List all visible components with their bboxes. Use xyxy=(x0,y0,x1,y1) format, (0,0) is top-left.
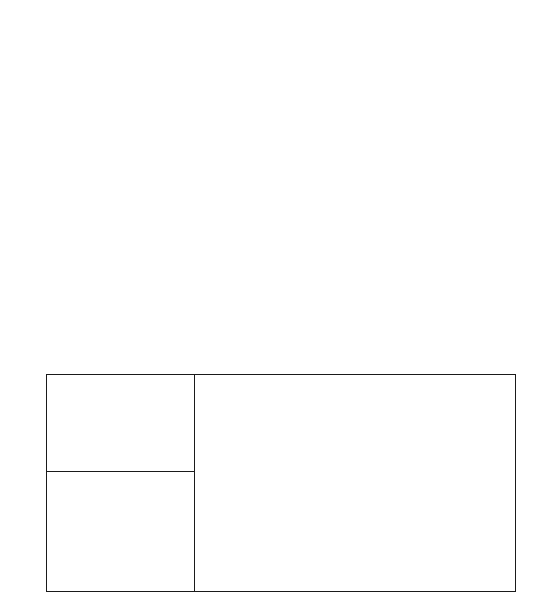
find-cell xyxy=(47,472,195,592)
given-solution-table xyxy=(46,374,516,592)
given-cell xyxy=(47,375,195,472)
solution-cell xyxy=(195,375,516,592)
